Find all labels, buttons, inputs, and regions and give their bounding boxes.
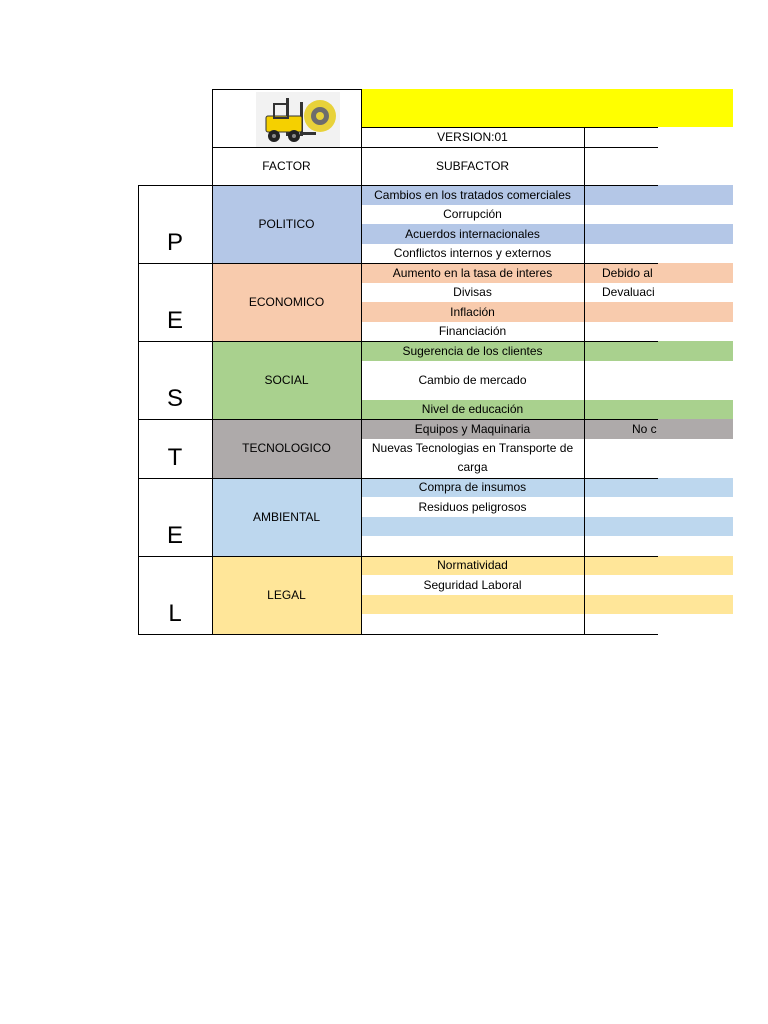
detail-cell: No c [584,419,733,439]
detail-cell [584,556,733,576]
detail-cell [584,224,733,244]
subfactor-cell: Cambio de mercado [361,361,584,400]
detail-cell [584,575,733,595]
detail-cell [584,517,733,537]
detail-cell [584,614,733,634]
detail-cell [584,302,733,322]
detail-cell [584,595,733,615]
pestel-letter: P [166,229,183,256]
subfactor-cell: Conflictos internos y externos [361,244,584,264]
grid-line [212,419,361,420]
subfactor-cell: Nivel de educación [361,400,584,420]
factor-cell-social: SOCIAL [212,341,361,419]
grid-line [212,263,361,264]
grid-line [361,478,658,479]
company-logo [256,92,340,147]
grid-line [212,341,361,342]
subfactor-cell: Inflación [361,302,584,322]
grid-line [138,263,212,264]
subfactor-cell [361,536,584,556]
detail-cell [584,322,733,342]
grid-line [361,263,658,264]
subfactor-cell [361,595,584,615]
pestel-letter: E [166,521,183,549]
factor-cell-legal: LEGAL [212,556,361,634]
grid-line [584,185,585,634]
subfactor-cell: Compra de insumos [361,478,584,498]
grid-line [138,185,139,634]
subfactor-cell: Normatividad [361,556,584,576]
subfactor-column-header: SUBFACTOR [435,159,510,173]
detail-cell [584,205,733,225]
detail-cell [584,497,733,517]
grid-line [361,419,658,420]
detail-cell [584,400,733,420]
pestel-letter: T [167,443,183,471]
subfactor-cell: Seguridad Laboral [361,575,584,595]
subfactor-cell: Nuevas Tecnologias en Transporte de carga [361,439,584,478]
subfactor-cell: Corrupción [361,205,584,225]
grid-line [361,185,658,186]
factor-cell-ambiental: AMBIENTAL [212,478,361,556]
grid-line [212,478,361,479]
grid-line [361,185,362,634]
factor-cell-politico: POLITICO [212,185,361,263]
detail-cell [584,478,733,498]
grid-line [361,556,658,557]
pestel-letter: S [166,385,183,412]
subfactor-cell: Acuerdos internacionales [361,224,584,244]
grid-line [361,341,658,342]
subfactor-cell: Aumento en la tasa de interes [361,263,584,283]
subfactor-cell [361,517,584,537]
subfactor-cell: Cambios en los tratados comerciales [361,185,584,205]
grid-line [212,185,361,186]
detail-cell: Debido al [584,263,733,283]
forklift-logo-icon [256,92,340,147]
grid-line [138,556,212,557]
detail-cell [584,439,733,478]
grid-line [138,185,212,186]
detail-cell [584,361,733,400]
grid-line [138,634,658,635]
detail-cell [584,185,733,205]
title-band [361,89,733,127]
grid-line [138,419,212,420]
subfactor-cell: Residuos peligrosos [361,497,584,517]
factor-cell-tecnologico: TECNOLOGICO [212,419,361,478]
subfactor-cell: Sugerencia de los clientes [361,341,584,361]
grid-line [138,341,212,342]
grid-line [212,556,361,557]
subfactor-cell: Divisas [361,283,584,303]
subfactor-cell [361,614,584,634]
subfactor-cell: Financiación [361,322,584,342]
detail-cell [584,536,733,556]
factor-column-header: FACTOR [262,159,311,173]
factor-cell-economico: ECONOMICO [212,263,361,341]
detail-cell [584,244,733,264]
grid-line [212,185,213,634]
pestel-letter: L [168,599,182,627]
detail-cell [584,341,733,361]
detail-cell: Devaluaci [584,283,733,303]
grid-line [138,478,212,479]
subfactor-cell: Equipos y Maquinaria [361,419,584,439]
pestel-letter: E [166,307,183,334]
version-label: VERSION:01 [437,130,508,144]
